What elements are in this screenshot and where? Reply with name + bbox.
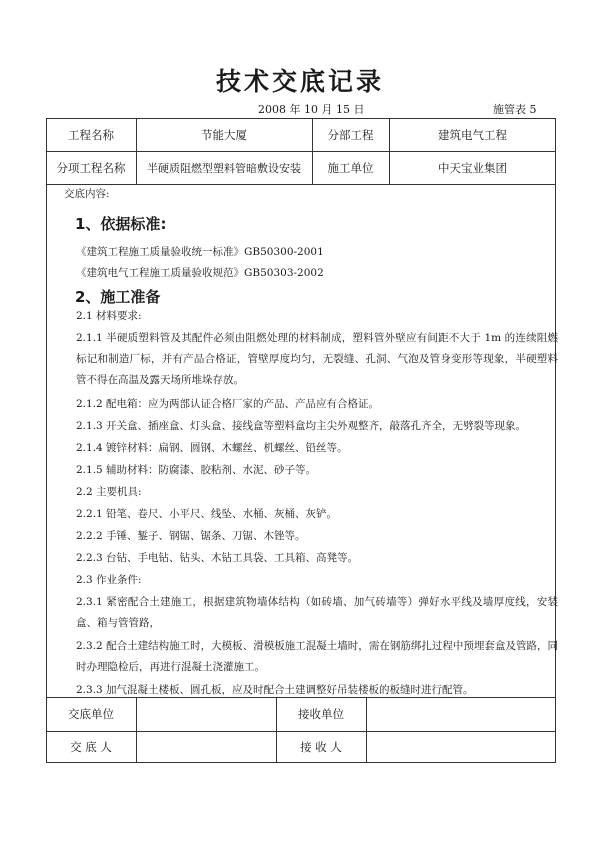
issuer-person-label: 交 底 人 [70, 740, 112, 754]
contractor-label: 施工单位 [327, 160, 374, 175]
receiver-unit-field[interactable] [366, 697, 556, 731]
issuer-unit-field[interactable] [136, 697, 276, 731]
document-title: 技术交底记录 [215, 67, 384, 96]
subproject-value: 半硬质阻燃型塑料管暗敷设安装 [147, 161, 301, 175]
section-heading-preparation: 2、施工准备 [75, 288, 161, 306]
receiver-unit-label: 接收单位 [298, 707, 344, 721]
section-heading-standards: 1、依据标准: [75, 215, 167, 233]
paragraph: 2.2.3 台钻、手电钻、钻头、木钻工具袋、工具箱、高凳等。 [76, 552, 359, 564]
document-date: 2008 年 10 月 15 日 [258, 103, 365, 116]
paragraph: 2.1.1 半硬质塑料管及其配件必须由阻燃处理的材料制成，塑料管外壁应有间距不大于 1m 的连续阻燃标记和制造厂标，并有产品合格证，管壁厚度均匀，无裂缝、孔洞、气泡及管身变形等现象，半硬塑料管不得在高温及露天场所堆垛存放。 [76, 332, 558, 386]
project-name-value: 节能大厦 [201, 127, 247, 142]
paragraph: 2.1.2 配电箱：应为两部认证合格厂家的产品、产品应有合格证。 [76, 398, 380, 410]
paragraph: 2.3 作业条件: [76, 574, 142, 586]
row-divider [46, 184, 556, 185]
contractor-value: 中天宝业集团 [438, 160, 507, 175]
content-intro: 交底内容: [64, 188, 110, 200]
paragraph: 2.3.3 加气混凝土楼板、圆孔板，应及时配合土建调整好吊装楼板的板缝时进行配管。 [76, 684, 474, 696]
form-number: 施管表 5 [493, 103, 537, 116]
paragraph: 2.2.1 铅笔、卷尺、小平尺、线坠、水桶、灰桶、灰铲。 [76, 508, 338, 520]
issuer-unit-label: 交底单位 [68, 707, 114, 721]
paragraph: 2.1.3 开关盒、插座盒、灯头盒、接线盒等塑料盒均主尖外观整齐，敲落孔齐全，无劈裂等现象。 [76, 420, 527, 432]
issuer-person-field[interactable] [136, 731, 276, 763]
receiver-person-field[interactable] [366, 731, 556, 763]
division-label: 分部工程 [327, 127, 374, 142]
subproject-label: 分项工程名称 [56, 160, 126, 175]
standard-item: 《建筑工程施工质量验收统一标准》GB50300-2001 [76, 246, 324, 258]
paragraph: 2.3.2 配合土建结构施工时，大模板、滑模板施工混凝土墙时，需在钢筋绑扎过程中预埋套盒及管路，同时办理隐检后，再进行混凝土浇灌施工。 [76, 640, 558, 673]
receiver-person-label: 接 收 人 [300, 740, 342, 754]
project-name-label: 工程名称 [68, 127, 114, 142]
paragraph: 2.2 主要机具: [76, 486, 142, 498]
paragraph: 2.1 材料要求: [76, 310, 142, 322]
paragraph: 2.1.5 辅助材料：防腐漆、胶粘剂、水泥、砂子等。 [76, 464, 317, 476]
division-value: 建筑电气工程 [438, 127, 507, 142]
paragraph: 2.1.4 镀锌材料：扁钢、圆钢、木螺丝、机螺丝、铅丝等。 [76, 442, 348, 454]
paragraph: 2.2.2 手锤、錾子、钢锯、锯条、刀锯、木锉等。 [76, 530, 306, 542]
paragraph: 2.3.1 紧密配合土建施工，根据建筑物墙体结构（如砖墙、加气砖墙等）弹好水平线及墙厚度线，安装盒、箱与管管路， [76, 596, 558, 629]
standard-item: 《建筑电气工程施工质量验收规范》GB50303-2002 [76, 267, 324, 279]
